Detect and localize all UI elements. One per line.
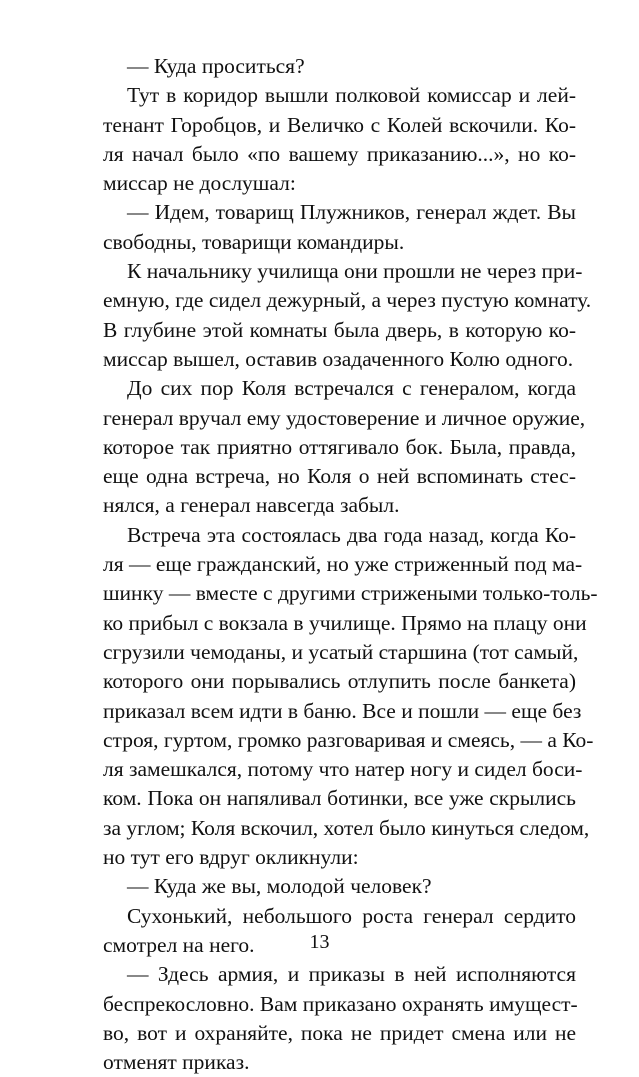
text-line: которое так приятно оттягивало бок. Была, правда,	[103, 434, 576, 459]
text-line: которого они порывались отлупить после банкета)	[103, 669, 576, 694]
text-line: — Идем, товарищ Плужников, генерал ждет. Вы	[127, 200, 576, 225]
text-line: — Куда проситься?	[127, 54, 305, 78]
text-line: миссар не дослушал:	[103, 171, 296, 196]
text-line: Тут в коридор вышли полковой комиссар и лей-	[127, 83, 576, 108]
text-line: тенант Горобцов, и Величко с Колей вскочили. Ко-	[103, 112, 576, 137]
text-line: емную, где сидел дежурный, а через пустую комнату.	[103, 288, 592, 313]
text-line: — Здесь армия, и приказы в ней исполняются	[127, 962, 576, 987]
page-text	[103, 52, 598, 1077]
text-line: сгрузили чемоданы, и усатый старшина (тот самый,	[103, 639, 579, 664]
text-line: Сухонький, небольшого роста генерал сердито	[127, 903, 576, 928]
text-line: строя, гуртом, громко разговаривая и смеясь, — а Ко-	[103, 727, 594, 752]
text-line: шинку — вместе с другими стрижеными только-толь-	[103, 581, 598, 606]
text-line: генерал вручал ему удостоверение и личное оружие,	[103, 405, 586, 430]
page-number: 13	[309, 931, 330, 953]
text-line: смотрел на него.	[103, 932, 255, 957]
text-line: ком. Пока он напяливал ботинки, все уже скрылись	[103, 786, 576, 811]
text-line: В глубине этой комнаты была дверь, в которую ко-	[103, 317, 576, 342]
text-line: во, вот и охраняйте, пока не придет смена или не	[103, 1020, 576, 1045]
text-line: Встреча эта состоялась два года назад, когда Ко-	[127, 522, 576, 547]
text-line: но тут его вдруг окликнули:	[103, 845, 359, 870]
text-line: отменят приказ.	[103, 1050, 250, 1075]
text-line: ля замешкался, потому что натер ногу и сидел боси-	[103, 757, 583, 782]
text-line: До сих пор Коля встречался с генералом, когда	[127, 376, 576, 401]
text-line: еще одна встреча, но Коля о ней вспоминать стес-	[103, 464, 576, 489]
text-line: ля начал было «по вашему приказанию...», но ко-	[103, 141, 576, 166]
text-line: за углом; Коля вскочил, хотел было кинуться следом,	[103, 815, 590, 840]
text-line: беспрекословно. Вам приказано охранять имущест-	[103, 991, 578, 1016]
text-line: К начальнику училища они прошли не через при-	[127, 259, 583, 284]
text-line: миссар вышел, оставив озадаченного Колю одного.	[103, 346, 574, 371]
text-line: нялся, а генерал навсегда забыл.	[103, 493, 400, 518]
text-line: ко прибыл с вокзала в училище. Прямо на плацу они	[103, 610, 587, 635]
text-line: ля — еще гражданский, но уже стриженный под ма-	[103, 552, 583, 577]
text-line: свободны, товарищи командиры.	[103, 229, 405, 254]
text-line: — Куда же вы, молодой человек?	[127, 874, 432, 899]
text-line: приказал всем идти в баню. Все и пошли — еще без	[103, 698, 582, 723]
